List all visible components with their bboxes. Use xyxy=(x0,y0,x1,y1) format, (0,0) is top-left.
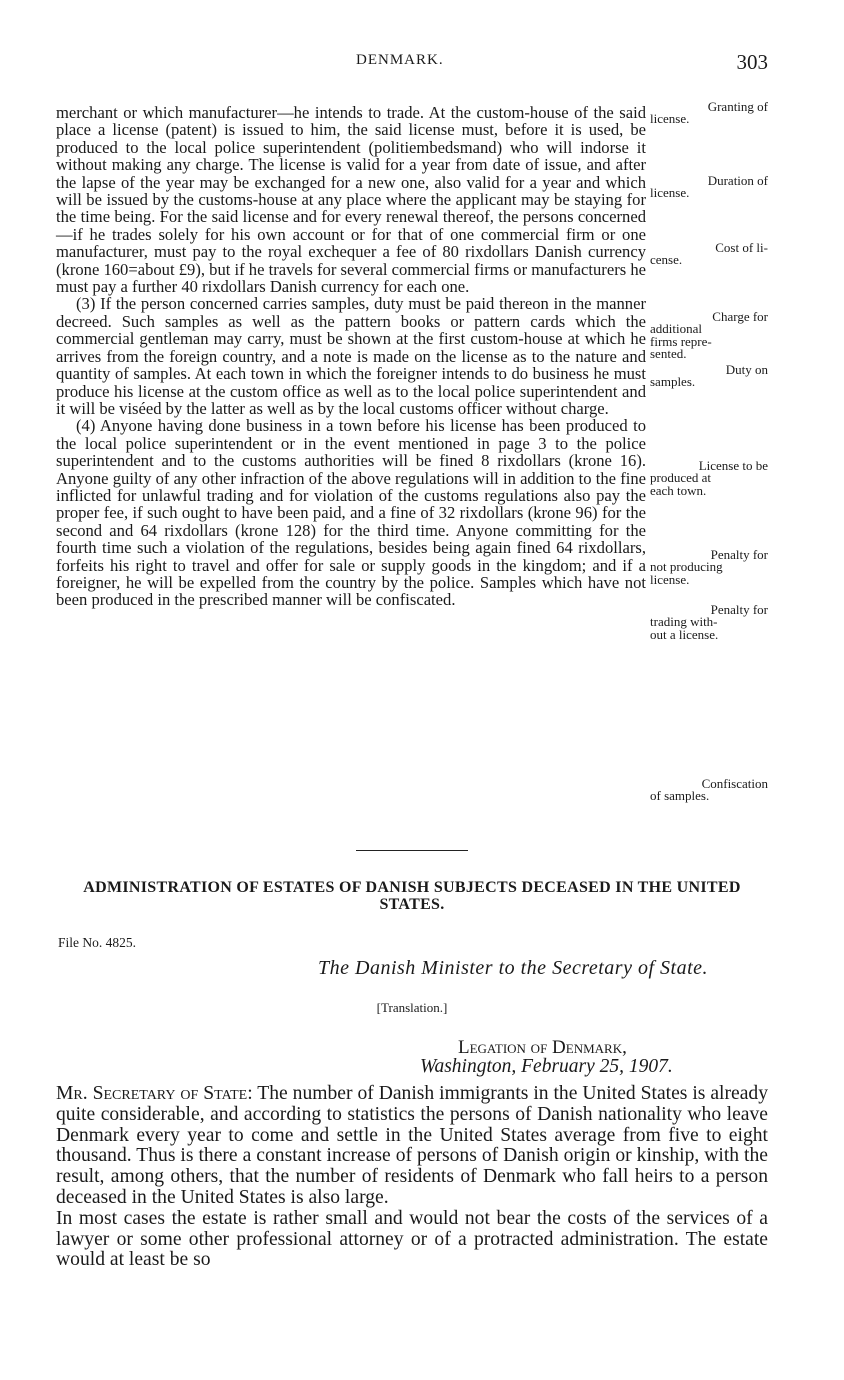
body-text xyxy=(56,104,646,609)
margin-note-granting: Granting of license. xyxy=(650,99,768,127)
translation-note: [Translation.] xyxy=(376,1000,448,1015)
margin-note-trading-without: Penalty for trading with- out a license. xyxy=(650,602,768,642)
margin-note-confiscation: Confiscation of samples. xyxy=(650,776,768,804)
letter-body xyxy=(56,1084,768,1271)
letter-paragraph-1-text: The number of Danish immigrants in the United States is already quite considerable, and according to statistics the persons of Danish nationality who leave Denmark every year to come and settle in the United States average from five to eight thousand. Thus is there a constant increase of persons of Danish origin or kinship, with the result, among others, that the number of residents of Denmark who fall heirs to a person deceased in the United States is also large. xyxy=(56,1083,769,1208)
file-number: File No. 4825. xyxy=(58,935,137,950)
letter-paragraph-1 xyxy=(56,1084,768,1209)
salutation: Mr. Secretary of State: xyxy=(56,1083,253,1104)
margin-note-duty: Duty on samples. xyxy=(650,362,768,390)
margin-note-each-town: License to be produced at each town. xyxy=(650,458,768,498)
paragraph-samples: (3) If the person concerned carries samples, duty must be paid thereon in the manner decreed. Such samples as well as the pattern books or pattern cards which the commercial gentleman may carry, must be shown at the first custom-house at which he arrives from the foreign country, and a note is made on the license as to the nature and quantity of samples. At each town in which the foreigner intends to do business he must produce his license at the custom office as well as to the local police superintendent and it will be viséed by the latter as well as by the local customs officer without charge. xyxy=(56,294,646,418)
paragraph-license: merchant or which manufacturer—he intends to trade. At the custom-house of the said place a license (patent) is issued to him, the said license must, before it is used, be produced to the local police superintendent (politiembedsmand) who will indorse it without making any charge. The license is valid for a year from date of issue, and after the lapse of the year may be exchanged for a new one, also valid for a year and which will be issued by the customs-house at any place where the applicant may be staying for the time being. For the said license and for every renewal thereof, the persons concerned—if he trades solely for his own account or for that of one commercial firm or one manufacturer, must pay to the royal exchequer a fee of 80 rixdollars Danish currency (krone 160=about £9), but if he travels for several commercial firms or manufacturers he must pay a further 40 rixdollars Danish currency for each one. xyxy=(56,103,646,297)
dateline: Washington, February 25, 1907. xyxy=(420,1056,673,1077)
paragraph-penalties: (4) Anyone having done business in a town before his license has been produced to the local police superintendent or in the event mentioned in page 3 to the police superintendent and to the customs authorities will be fined 8 rixdollars (krone 16). Anyone guilty of any other infraction of the above regulations will in addition to the fine inflicted for unlawful trading and for violation of the customs regulations also pay the proper fee, if such ought to have been paid, and a fine of 32 rixdollars (krone 96) for the second and 64 rixdollars (krone 128) for the third time. Anyone committing for the fourth time such a violation of the regulations, besides being again fined 64 rixdollars, forfeits his right to travel and offer for sale or supply goods in the kingdom; and if a foreigner, he will be expelled from the country by the police. Samples which have not been produced in the prescribed manner will be confiscated. xyxy=(56,416,646,610)
section-divider xyxy=(356,850,468,851)
margin-note-not-producing: Penalty for not producing license. xyxy=(650,547,768,587)
legation-line: Legation of Denmark, xyxy=(458,1037,627,1058)
letter-paragraph-2: In most cases the estate is rather small and would not bear the costs of the services of a lawyer or some other professional attorney or of a protracted administration. The estate would at least be so xyxy=(56,1207,768,1271)
document-title: The Danish Minister to the Secretary of State. xyxy=(318,957,708,979)
margin-note-additional-firms: Charge for additional firms repre- sented. xyxy=(650,309,768,362)
page-number: 303 xyxy=(736,50,768,74)
margin-note-cost: Cost of li- cense. xyxy=(650,240,768,268)
section-heading: ADMINISTRATION OF ESTATES OF DANISH SUBJECTS DECEASED IN THE UNITED STATES. xyxy=(83,879,741,913)
running-head: DENMARK. xyxy=(356,52,444,68)
margin-note-duration: Duration of license. xyxy=(650,173,768,201)
